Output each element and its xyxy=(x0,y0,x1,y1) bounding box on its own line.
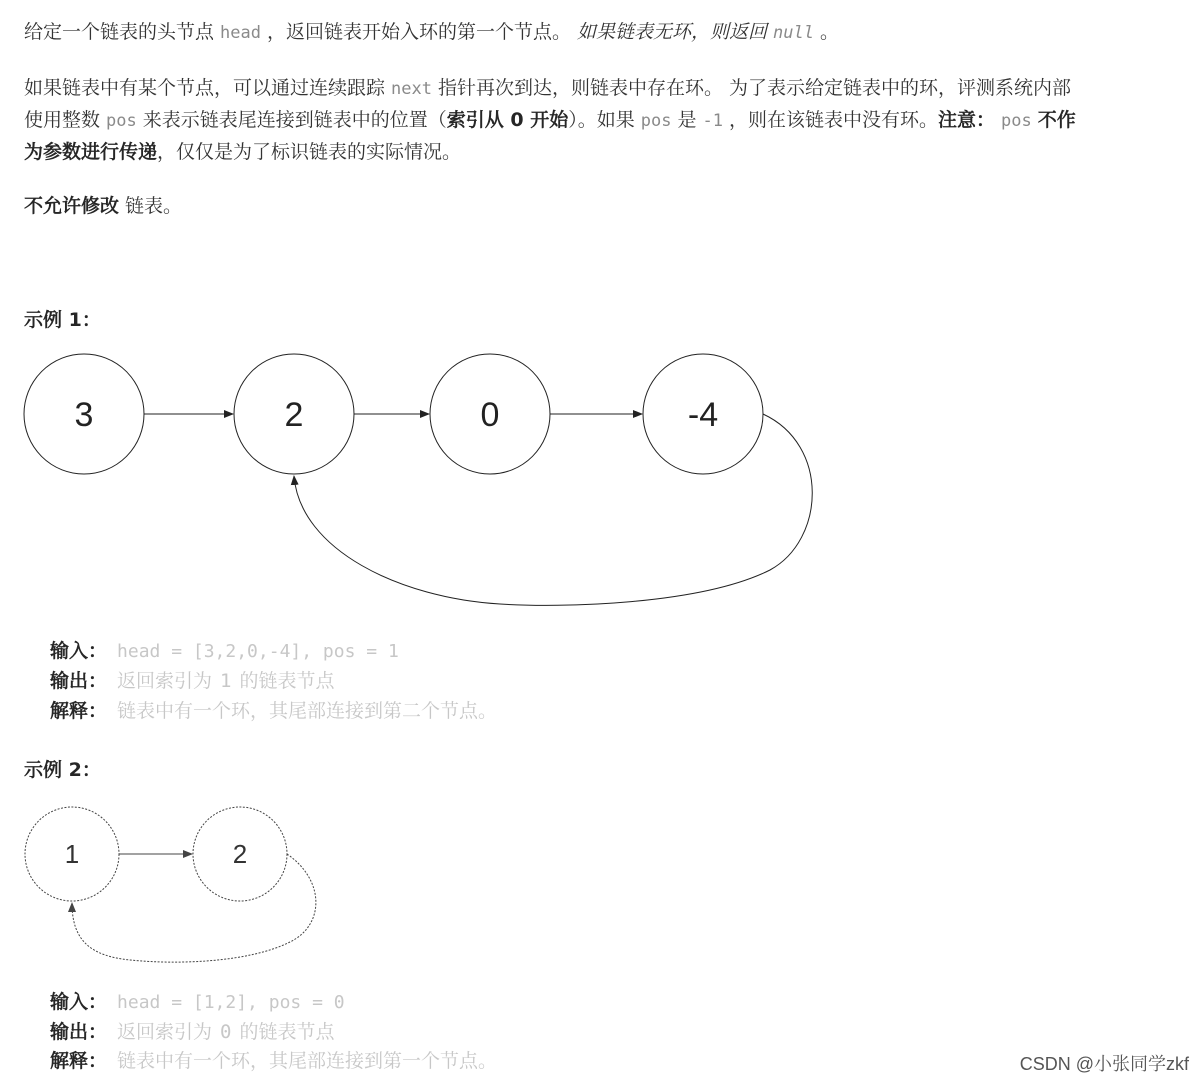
input-value: head = [3,2,0,-4], pos = 1 xyxy=(117,641,399,662)
intro-italic: 如果链表无环，则返回 xyxy=(577,21,768,43)
list-node xyxy=(25,807,119,901)
intro-paragraph-2-line-1 xyxy=(24,72,1203,105)
example-2-input xyxy=(50,987,345,1018)
inline-code-null: null xyxy=(773,23,814,43)
inline-code-minus-one: -1 xyxy=(702,111,723,131)
intro-paragraph-3 xyxy=(24,190,1203,222)
node-value: 3 xyxy=(74,396,94,434)
intro-paragraph-2-line-2 xyxy=(24,104,1203,137)
example-2-explanation xyxy=(50,1046,497,1076)
intro-text: 给定一个链表的头节点 xyxy=(24,21,215,43)
inline-code-pos: pos xyxy=(106,111,137,131)
output-value xyxy=(117,670,334,692)
intro-text: ，则在该链表中没有环。 xyxy=(728,109,938,131)
node-value: 2 xyxy=(232,839,248,869)
inline-code-pos: pos xyxy=(1000,111,1032,131)
explanation-value: 链表中有一个环，其尾部连接到第一个节点。 xyxy=(117,1050,498,1072)
output-index: 0 xyxy=(220,1021,232,1043)
inline-code-next: next xyxy=(391,79,432,99)
node-value: 0 xyxy=(480,396,500,434)
bold-text: 不允许修改 xyxy=(24,195,120,217)
note-label: 注意： xyxy=(937,109,995,131)
intro-text: 如果链表中有某个节点，可以通过连续跟踪 xyxy=(24,77,386,99)
intro-paragraph-1 xyxy=(24,16,1203,49)
bold-text: 索引从 0 开始 xyxy=(446,109,569,131)
inline-code-pos: pos xyxy=(640,111,672,131)
example-1-diagram xyxy=(0,350,840,620)
cycle-arrow xyxy=(72,854,316,962)
input-label: 输入： xyxy=(50,640,108,662)
intro-text: 来表示链表尾连接到链表中的位置（ xyxy=(142,109,447,131)
explanation-value: 链表中有一个环，其尾部连接到第二个节点。 xyxy=(117,700,498,722)
list-node xyxy=(430,354,550,474)
explanation-label: 解释： xyxy=(50,1050,108,1072)
example-1-explanation xyxy=(50,696,497,726)
output-text: 的链表节点 xyxy=(239,1021,335,1043)
example-1-output xyxy=(50,666,335,696)
node-value: 2 xyxy=(284,396,304,434)
intro-paragraph-2-line-3 xyxy=(24,136,1203,168)
intro-text: 是 xyxy=(677,109,697,131)
bold-text: 为参数进行传递 xyxy=(24,141,158,163)
example-2-output xyxy=(50,1017,335,1047)
example-2-diagram xyxy=(0,800,360,975)
input-label: 输入： xyxy=(50,991,108,1013)
node-value: 1 xyxy=(64,839,80,869)
output-label: 输出： xyxy=(50,1021,108,1043)
list-node xyxy=(643,354,763,474)
node-value: -4 xyxy=(687,396,719,434)
output-label: 输出： xyxy=(50,670,108,692)
output-index: 1 xyxy=(220,670,232,692)
bold-text: 不作 xyxy=(1037,109,1076,131)
list-node xyxy=(24,354,144,474)
output-text: 返回索引为 xyxy=(117,1021,213,1043)
intro-text: 。 xyxy=(820,21,840,43)
intro-text: ，返回链表开始入环的第一个节点。 xyxy=(266,21,571,43)
list-node xyxy=(193,807,287,901)
intro-text: 指针再次到达，则链表中存在环。 为了表示给定链表中的环，评测系统内部 xyxy=(437,77,1072,99)
intro-text: 使用整数 xyxy=(24,109,101,131)
inline-code-head: head xyxy=(220,23,261,43)
example-1-input xyxy=(50,636,399,667)
output-value xyxy=(117,1021,334,1043)
example-2-title: 示例 2： xyxy=(24,759,101,781)
list-node xyxy=(234,354,354,474)
input-value: head = [1,2], pos = 0 xyxy=(117,992,345,1013)
intro-text: ，仅仅是为了标识链表的实际情况。 xyxy=(157,141,462,163)
intro-text: ）。如果 xyxy=(568,109,635,131)
csdn-watermark: CSDN @小张同学zkf xyxy=(1019,1054,1189,1074)
output-text: 返回索引为 xyxy=(117,670,213,692)
output-text: 的链表节点 xyxy=(239,670,335,692)
explanation-label: 解释： xyxy=(50,700,108,722)
cycle-arrow xyxy=(294,414,812,605)
intro-text: 链表。 xyxy=(119,195,183,217)
example-1-title: 示例 1： xyxy=(24,309,101,331)
